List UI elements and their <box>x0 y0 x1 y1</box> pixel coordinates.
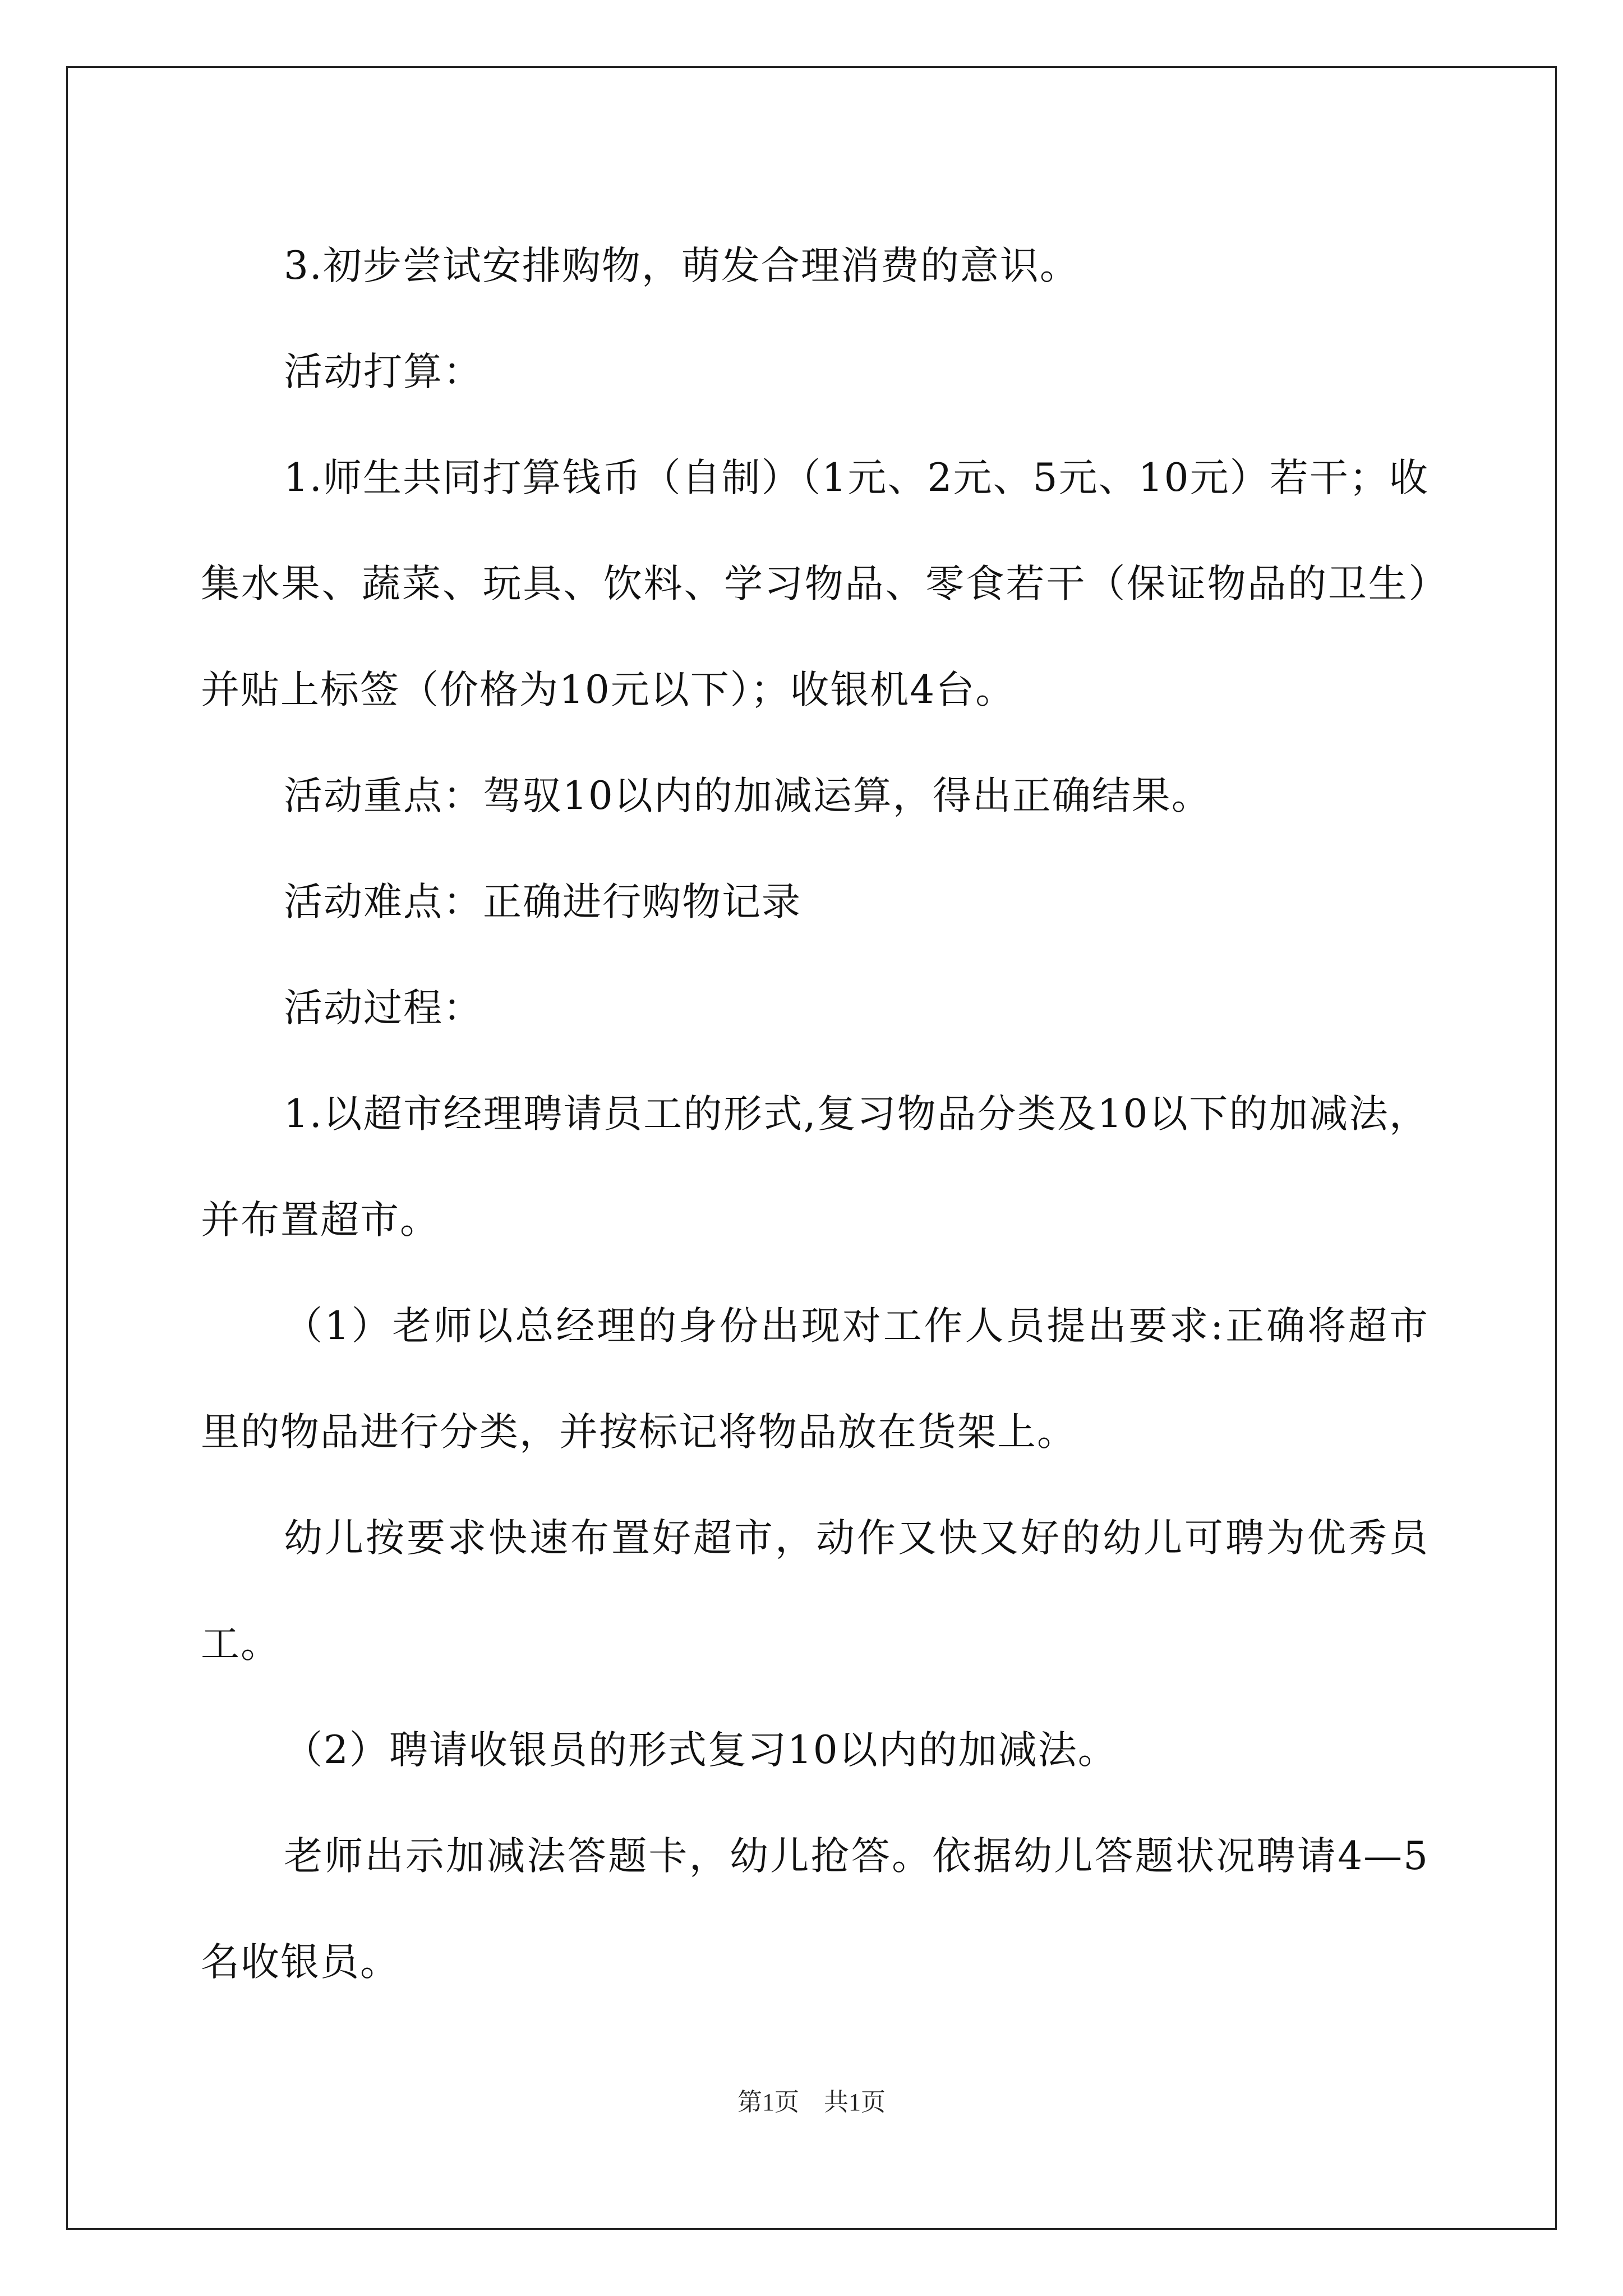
paragraph-process-1: 1.以超市经理聘请员工的形式,复习物品分类及10以下的加减法，并布置超市。 <box>201 1092 1429 1243</box>
paragraph-prep-1: 1.师生共同打算钱币（自制）（1元、2元、5元、10元）若干；收集水果、蔬菜、玩具、饮料、学习物品、零食若干（保证物品的卫生）并贴上标签（价格为10元以下）；收银机4台。 <box>201 455 1429 712</box>
page-footer: 第1页 共1页 <box>737 2088 886 2116</box>
paragraph-children-setup: 幼儿按要求快速布置好超市，动作又快又好的幼儿可聘为优秀员工。 <box>201 1516 1429 1667</box>
paragraph-key-point: 活动重点：驾驭10以内的加减运算，得出正确结果。 <box>284 774 1211 818</box>
paragraph-process-1-2: （2）聘请收银员的形式复习10以内的加减法。 <box>284 1728 1118 1773</box>
paragraph-process-heading: 活动过程： <box>284 986 483 1030</box>
paragraph-quiz: 老师出示加减法答题卡，幼儿抢答。依据幼儿答题状况聘请4—5名收银员。 <box>201 1834 1429 1985</box>
paragraph-prep-heading: 活动打算： <box>284 349 483 394</box>
document-body <box>201 213 1429 2016</box>
paragraph-difficulty: 活动难点：正确进行购物记录 <box>284 880 801 924</box>
paragraph-process-1-1: （1）老师以总经理的身份出现对工作人员提出要求:正确将超市里的物品进行分类，并按标记将物品放在货架上。 <box>201 1304 1429 1455</box>
paragraph-goal-3: 3.初步尝试安排购物，萌发合理消费的意识。 <box>284 243 1080 288</box>
